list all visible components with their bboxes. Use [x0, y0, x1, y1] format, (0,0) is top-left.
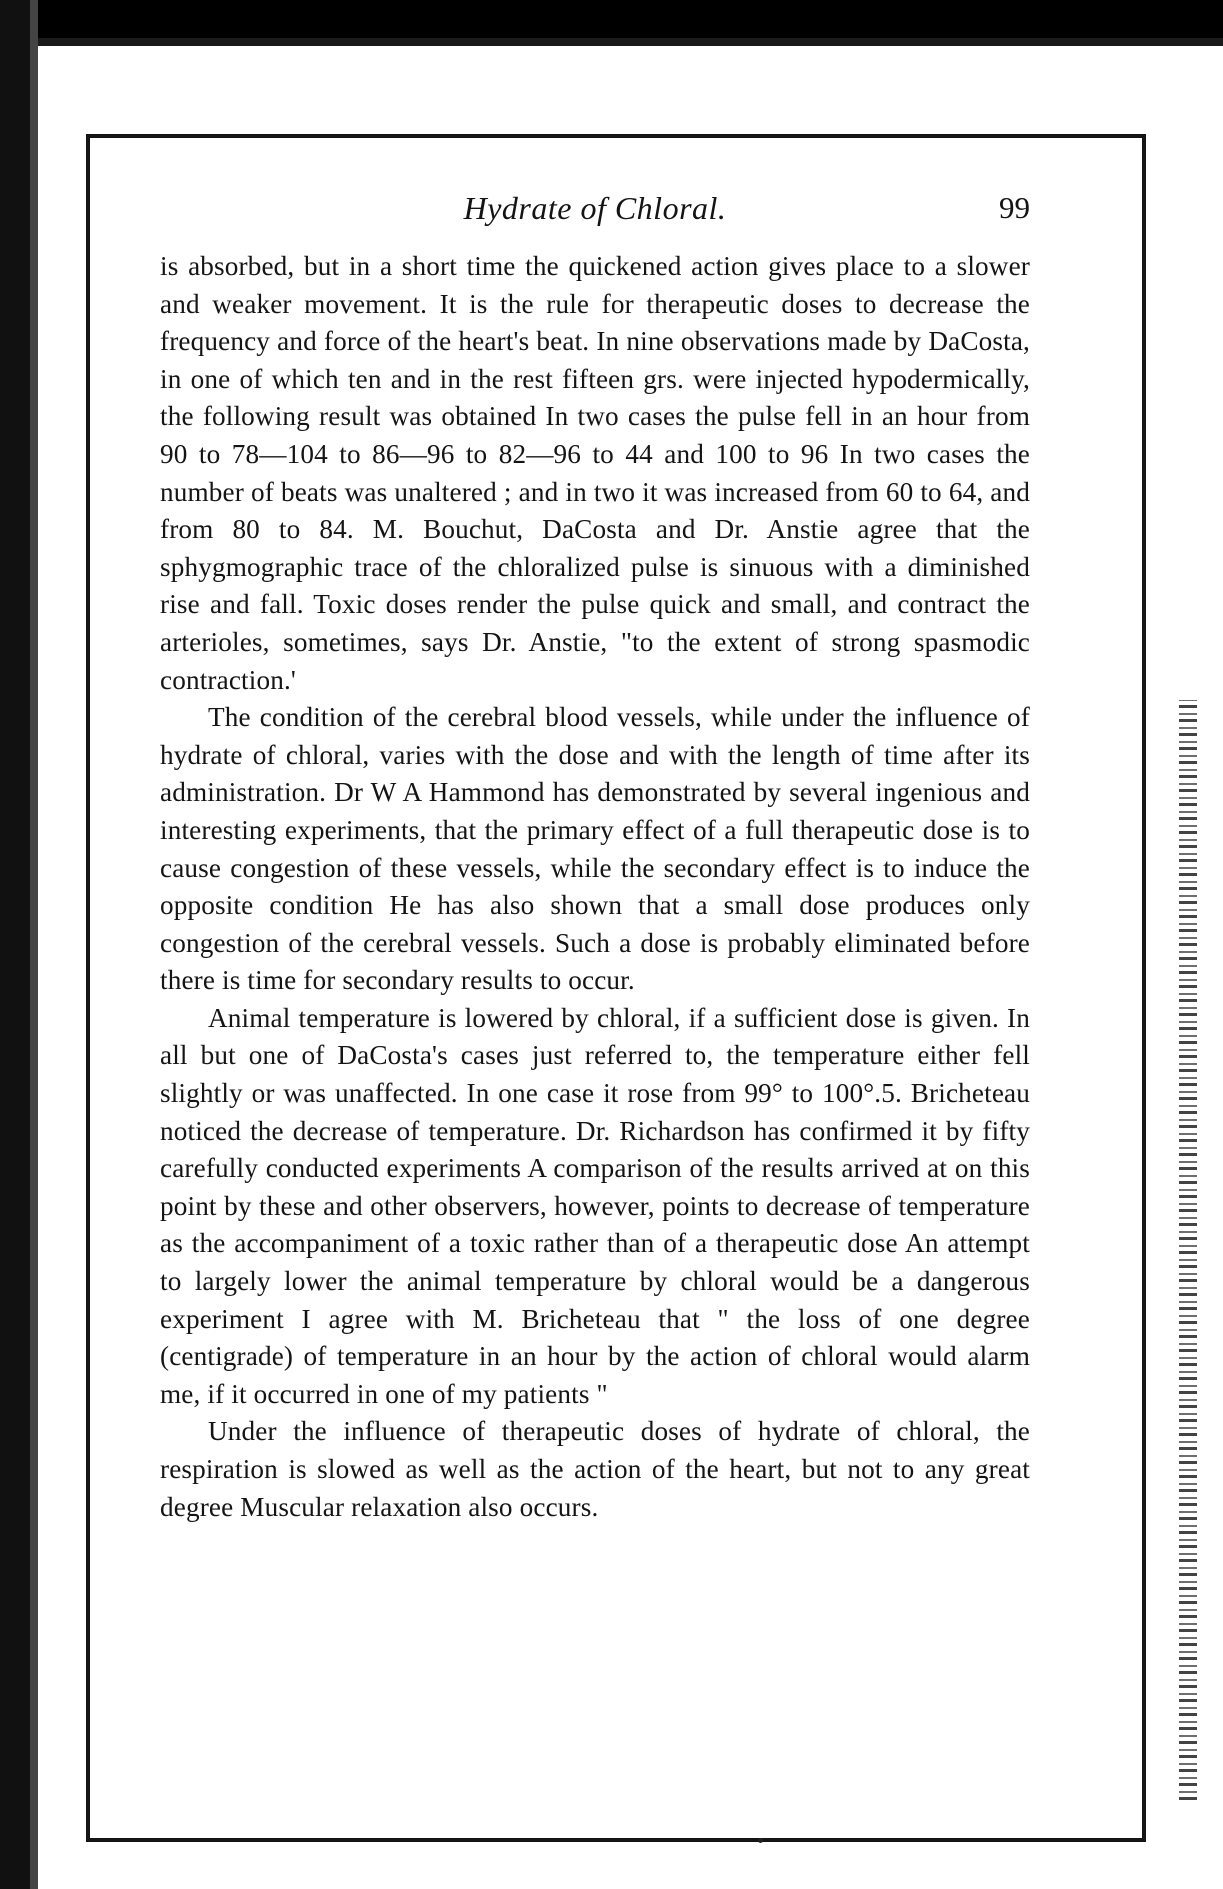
- paragraph-respiration: Under the influence of therapeutic doses of hydrate of chloral, the respiration is slowed as well as the action of the heart, but not to any great degree Muscular relaxation also occurs.: [160, 1416, 1030, 1522]
- scan-speck: [758, 1838, 763, 1843]
- page-number: 99: [999, 190, 1030, 225]
- paragraph-cerebral-vessels: The condition of the cerebral blood vessels, while under the influence of hydrate of chloral, varies with the dose and with the length of time after its administration. Dr W A Hammond has demonstrated by several ingenious and interesting experiments, that the primary effect of a full therapeutic dose is to cause congestion of these vessels, while the secondary effect is to induce the opposite condition He has also shown that a small dose produces only congestion of the cerebral vessels. Such a dose is probably eliminated before there is time for secondary results to occur.: [160, 702, 1030, 996]
- scan-edge-left: [0, 0, 46, 1889]
- body-text: [160, 248, 1030, 1526]
- paragraph-pulse: is absorbed, but in a short time the quickened action gives place to a slower and weaker movement. It is the rule for therapeutic doses to decrease the frequency and force of the heart's beat. In nine observations made by DaCosta, in one of which ten and in the rest fifteen grs. were injected hypodermically, the following result was obtained In two cases the pulse fell in an hour from 90 to 78—104 to 86—96 to 82—96 to 44 and 100 to 96 In two cases the number of beats was unaltered ; and in two it was increased from 60 to 64, and from 80 to 84. M. Bouchut, DaCosta and Dr. Anstie agree that the sphygmographic trace of the chloralized pulse is sinuous with a diminished rise and fall. Toxic doses render the pulse quick and small, and contract the arterioles, sometimes, says Dr. Anstie, "to the extent of strong spasmodic contraction.': [160, 251, 1030, 695]
- paragraph-temperature: Animal temperature is lowered by chloral, if a sufficient dose is given. In all but one of DaCosta's cases just referred to, the temperature either fell slightly or was unaffected. In one case it rose from 99° to 100°.5. Bricheteau noticed the decrease of temperature. Dr. Richardson has confirmed it by fifty carefully conducted experiments A comparison of the results arrived at on this point by these and other observers, however, points to decrease of temperature as the accompaniment of a toxic rather than of a therapeutic dose An attempt to largely lower the animal temperature by chloral would be a dangerous experiment I agree with M. Bricheteau that " the loss of one degree (centigrade) of temperature in an hour by the action of chloral would alarm me, if it occurred in one of my patients ": [160, 1002, 1030, 1409]
- running-head: [160, 190, 1030, 234]
- scan-edge-top: [0, 0, 1223, 48]
- book-page: [160, 190, 1030, 1526]
- running-title: Hydrate of Chloral.: [463, 190, 727, 226]
- scan-edge-right: [1179, 700, 1197, 1800]
